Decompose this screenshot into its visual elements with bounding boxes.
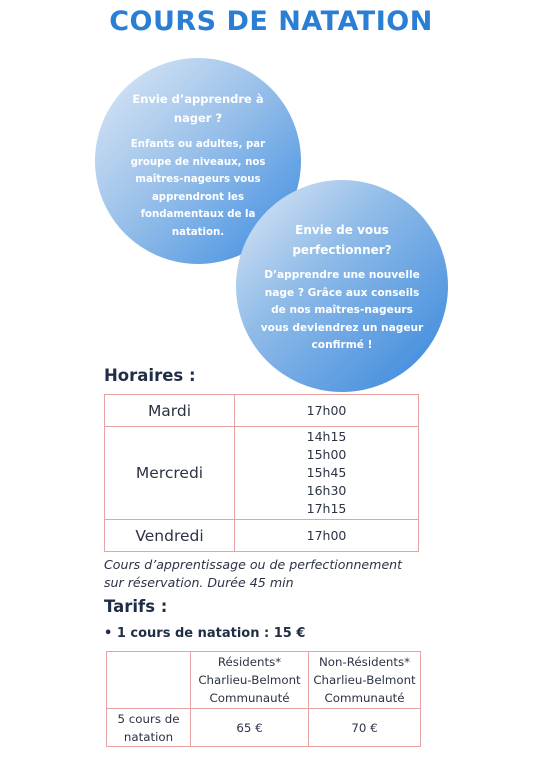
residents-price: 65 € xyxy=(191,709,309,747)
table-row xyxy=(107,652,421,709)
header-line: Non-Résidents* xyxy=(318,655,411,669)
time-slot: 16h30 xyxy=(306,483,347,498)
day-cell: Vendredi xyxy=(105,520,235,552)
non-residents-price: 70 € xyxy=(309,709,421,747)
learn-bubble-text: Enfants ou adultes, par groupe de niveaux, nos maîtres-nageurs vous apprendront les fondamentaux de la natation. xyxy=(130,139,266,238)
day-cell: Mercredi xyxy=(105,427,235,520)
row-label-line: natation xyxy=(123,729,174,744)
time-slot: 15h45 xyxy=(306,465,347,480)
improve-bubble-heading: Envie de vous perfectionner? xyxy=(292,223,392,257)
schedule-note xyxy=(104,556,402,592)
table-row xyxy=(105,427,419,520)
schedule-table xyxy=(104,394,419,552)
time-slot: 15h00 xyxy=(306,447,347,462)
header-line: Communauté xyxy=(324,691,405,705)
header-line: Résidents* xyxy=(217,655,282,669)
row-label-line: 5 cours de xyxy=(117,711,180,726)
horaires-heading: Horaires : xyxy=(104,366,196,385)
residents-header xyxy=(191,652,309,709)
empty-header-cell xyxy=(107,652,191,709)
improve-bubble xyxy=(236,180,448,392)
tarifs-heading: Tarifs : xyxy=(104,597,168,616)
row-label xyxy=(107,709,191,747)
time-cell xyxy=(235,395,419,427)
learn-bubble-heading: Envie d’apprendre à nager ? xyxy=(132,92,264,125)
non-residents-header xyxy=(309,652,421,709)
time-slot: 17h15 xyxy=(306,501,347,516)
schedule-note-line: Cours d’apprentissage ou de perfectionnement xyxy=(104,557,403,572)
time-cell xyxy=(235,520,419,552)
table-row xyxy=(105,520,419,552)
price-table xyxy=(106,651,421,747)
table-row xyxy=(107,709,421,747)
table-row xyxy=(105,395,419,427)
improve-bubble-text: D’apprendre une nouvelle nage ? Grâce aux conseils de nos maîtres-nageurs vous deviendrez un nageur confirmé ! xyxy=(260,269,424,351)
day-cell: Mardi xyxy=(105,395,235,427)
header-line: Charlieu-Belmont xyxy=(198,673,301,687)
header-line: Charlieu-Belmont xyxy=(313,673,416,687)
header-line: Communauté xyxy=(209,691,290,705)
single-lesson-price: • 1 cours de natation : 15 € xyxy=(104,626,306,641)
time-cell xyxy=(235,427,419,520)
schedule-note-line: sur réservation. Durée 45 min xyxy=(104,575,294,590)
time-slot: 17h00 xyxy=(306,527,347,543)
time-slot: 14h15 xyxy=(306,429,347,444)
time-slot: 17h00 xyxy=(306,402,347,418)
page-title: COURS DE NATATION xyxy=(109,6,433,37)
